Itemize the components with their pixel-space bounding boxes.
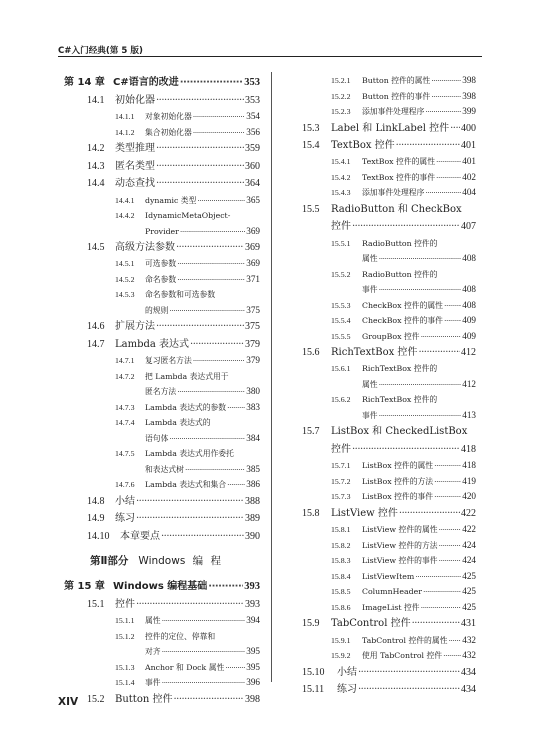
toc-section[interactable]: 14.4 动态查找 ····· 364 (64, 175, 260, 192)
toc-section[interactable]: 14.7 Lambda 表达式 ····· 379 (64, 336, 260, 353)
toc-subsection[interactable]: 14.4.1 dynamic 类型 ····· 365 (64, 193, 260, 209)
toc-section[interactable]: 15.6 RichTextBox 控件 ····· 412 (302, 344, 476, 361)
toc-chapter-15[interactable]: 第 15 章 Windows 编程基础 ····· 393 (64, 577, 260, 596)
toc-section[interactable]: 15.2 Button 控件 ····· 398 (64, 691, 260, 708)
toc-section[interactable]: 15.3 Label 和 LinkLabel 控件 ····· 400 (302, 120, 476, 137)
toc-subsection-cont[interactable]: 事件 ····· 413 (302, 408, 476, 424)
toc-subsection[interactable]: 15.2.1 Button 控件的属性 ····· 398 (302, 73, 476, 89)
toc-subsection[interactable]: 15.8.5 ColumnHeader ····· 425 (302, 584, 476, 600)
toc-section[interactable]: 14.10 本章要点 ····· 390 (64, 528, 260, 545)
toc-subsection[interactable]: 15.7.1 ListBox 控件的属性 ····· 418 (302, 458, 476, 474)
toc-section-cont[interactable]: 控件 ····· 407 (302, 218, 476, 235)
toc-part-2[interactable]: 第Ⅱ部分 Windows 编 程 (90, 554, 221, 567)
toc-subsection[interactable]: 14.5.2 命名参数 ····· 371 (64, 272, 260, 288)
toc-subsection[interactable]: 14.7.1 复习匿名方法 ····· 379 (64, 353, 260, 369)
toc-section[interactable]: 15.5 RadioButton 和 CheckBox (302, 203, 462, 215)
toc-section[interactable]: 14.8 小结 ····· 388 (64, 493, 260, 510)
toc-subsection-cont[interactable]: 语句体 ····· 384 (64, 431, 260, 447)
toc-subsection[interactable]: 15.2.3 添加事件处理程序 ····· 399 (302, 104, 476, 120)
toc-subsection[interactable]: 15.1.3 Anchor 和 Dock 属性 ····· 395 (64, 660, 260, 676)
toc-left-column (64, 73, 260, 708)
toc-section[interactable]: 14.6 扩展方法 ····· 375 (64, 318, 260, 335)
toc-subsection[interactable]: 14.5.1 可选参数 ····· 369 (64, 256, 260, 272)
page-number: XIV (58, 696, 79, 708)
toc-section[interactable]: 15.8 ListView 控件 ····· 422 (302, 505, 476, 522)
toc-subsection-cont[interactable]: 匿名方法 ····· 380 (64, 384, 260, 400)
toc-subsection[interactable]: 15.5.2 RadioButton 控件的 (331, 269, 438, 279)
toc-section[interactable]: 14.3 匿名类型 ····· 360 (64, 158, 260, 175)
toc-subsection[interactable]: 15.6.1 RichTextBox 控件的 (331, 364, 438, 374)
toc-subsection[interactable]: 14.7.6 Lambda 表达式和集合 ····· 386 (64, 477, 260, 493)
toc-subsection[interactable]: 15.5.4 CheckBox 控件的事件 ····· 409 (302, 313, 476, 329)
header-rule (58, 56, 482, 57)
toc-subsection[interactable]: 15.8.1 ListView 控件的属性 ····· 422 (302, 522, 476, 538)
toc-subsection[interactable]: 15.1.1 属性 ····· 394 (64, 613, 260, 629)
toc-section[interactable]: 14.5 高级方法参数 ····· 369 (64, 239, 260, 256)
toc-subsection[interactable]: 15.9.1 TabControl 控件的属性 ····· 432 (302, 633, 476, 649)
toc-section[interactable]: 15.9 TabControl 控件 ····· 431 (302, 615, 476, 632)
toc-subsection[interactable]: 15.7.3 ListBox 控件的事件 ····· 420 (302, 489, 476, 505)
toc-section[interactable]: 15.10 小结 ····· 434 (302, 664, 476, 681)
toc-subsection[interactable]: 15.8.4 ListViewItem ····· 425 (302, 569, 476, 585)
toc-subsection[interactable]: 15.5.1 RadioButton 控件的 (331, 238, 438, 248)
toc-section[interactable]: 15.4 TextBox 控件 ····· 401 (302, 137, 476, 154)
toc-subsection[interactable]: 14.1.2 集合初始化器 ····· 356 (64, 125, 260, 141)
toc-subsection[interactable]: 15.9.2 使用 TabControl 控件 ····· 432 (302, 648, 476, 664)
toc-subsection-cont[interactable]: 属性 ····· 412 (302, 377, 476, 393)
toc-subsection[interactable]: 15.6.2 RichTextBox 控件的 (331, 395, 438, 405)
toc-subsection-cont[interactable]: 和表达式树 ····· 385 (64, 462, 260, 478)
toc-subsection-cont[interactable]: Provider ····· 369 (64, 224, 260, 240)
toc-section[interactable]: 15.1 控件 ····· 393 (64, 596, 260, 613)
toc-subsection-cont[interactable]: 事件 ····· 408 (302, 282, 476, 298)
toc-subsection[interactable]: 14.7.4 Lambda 表达式的 (115, 418, 211, 428)
toc-subsection[interactable]: 15.8.2 ListView 控件的方法 ····· 424 (302, 538, 476, 554)
toc-subsection[interactable]: 15.8.3 ListView 控件的事件 ····· 424 (302, 553, 476, 569)
toc-subsection[interactable]: 15.5.3 CheckBox 控件的属性 ····· 408 (302, 298, 476, 314)
toc-section[interactable]: 15.11 练习 ····· 434 (302, 681, 476, 698)
toc-subsection-cont[interactable]: 对齐 ····· 395 (64, 644, 260, 660)
toc-subsection[interactable]: 15.4.1 TextBox 控件的属性 ····· 401 (302, 154, 476, 170)
toc-chapter-14[interactable]: 第 14 章 C#语言的改进 ····· 353 (64, 73, 260, 92)
column-divider (271, 72, 272, 682)
toc-section[interactable]: 14.1 初始化器 ····· 353 (64, 92, 260, 109)
toc-subsection[interactable]: 15.1.4 事件 ····· 396 (64, 675, 260, 691)
toc-subsection[interactable]: 15.2.2 Button 控件的事件 ····· 398 (302, 89, 476, 105)
toc-subsection[interactable]: 14.4.2 IdynamicMetaObject- (115, 211, 231, 221)
toc-subsection-cont[interactable]: 属性 ····· 408 (302, 251, 476, 267)
toc-subsection[interactable]: 15.7.2 ListBox 控件的方法 ····· 419 (302, 474, 476, 490)
toc-subsection[interactable]: 15.4.2 TextBox 控件的事件 ····· 402 (302, 170, 476, 186)
toc-subsection[interactable]: 14.1.1 对象初始化器 ····· 354 (64, 109, 260, 125)
toc-subsection[interactable]: 14.5.3 命名参数和可选参数 (115, 290, 216, 300)
toc-section[interactable]: 14.9 练习 ····· 389 (64, 510, 260, 527)
toc-subsection[interactable]: 14.7.5 Lambda 表达式用作委托 (115, 449, 234, 459)
running-header: C#入门经典(第 5 版) (58, 46, 143, 56)
toc-section-cont[interactable]: 控件 ····· 418 (302, 441, 476, 458)
toc-section[interactable]: 15.7 ListBox 和 CheckedListBox (302, 426, 468, 438)
toc-subsection[interactable]: 15.8.6 ImageList 控件 ····· 425 (302, 600, 476, 616)
toc-right-column (302, 73, 476, 698)
toc-subsection-cont[interactable]: 的规则 ····· 375 (64, 303, 260, 319)
toc-subsection[interactable]: 15.4.3 添加事件处理程序 ····· 404 (302, 185, 476, 201)
toc-subsection[interactable]: 14.7.2 把 Lambda 表达式用于 (115, 371, 229, 381)
toc-subsection[interactable]: 15.5.5 GroupBox 控件 ····· 409 (302, 329, 476, 345)
toc-section[interactable]: 14.2 类型推理 ····· 359 (64, 140, 260, 157)
toc-subsection[interactable]: 14.7.3 Lambda 表达式的参数 ····· 383 (64, 400, 260, 416)
toc-subsection[interactable]: 15.1.2 控件的定位、停靠和 (115, 631, 216, 641)
